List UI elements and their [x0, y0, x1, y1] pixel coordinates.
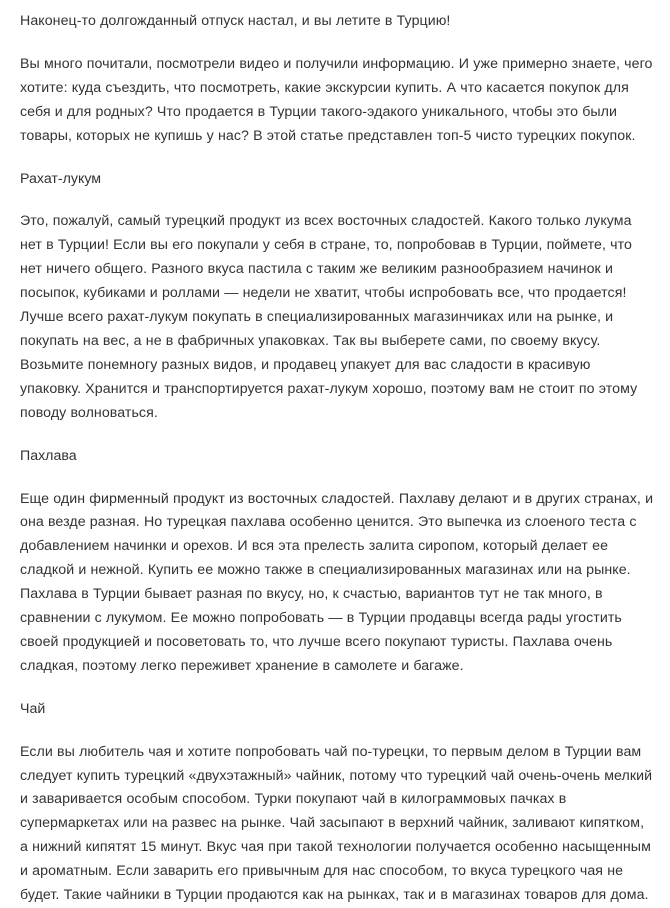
chai-paragraph: Если вы любитель чая и хотите попробовать чай по-турецки, то первым делом в Турции вам следует купить турецкий «двухэтажный» чайник, потому что турецкий чай очень-очень мелкий и заваривается особым способом. Турки покупают чай в килограммовых пачках в супермаркетах или на развес на рынке. Чай засыпают в верхний чайник, заливают кипятком, а нижний кипятят 15 минут. Вкус чая при такой технологии получается особенно насыщенным и ароматным. Если заварить его привычным для нас способом, то вкуса турецкого чая не будет. Такие чайники в Турции продаются как на рынках, так и в магазинах товаров для дома. — [20, 743, 653, 904]
section-heading-pahlava: Пахлава — [20, 447, 77, 464]
section-heading-chai: Чай — [20, 700, 46, 717]
pahlava-paragraph: Еще один фирменный продукт из восточных сладостей. Пахлаву делают и в других странах, и она везде разная. Но турецкая пахлава особенно ценится. Это выпечка из слоеного теста с добавлением начинки и орехов. И вся эта прелесть залита сиропом, который делает ее сладкой и нежной. Купить ее можно также в специализированных магазинах или на рынке. Пахлава в Турции бывает разная по вкусу, но, к счастью, вариантов тут не так много, в сравнении с лукумом. Ее можно попробовать — в Турции продавцы всегда рады угостить своей продукцией и посоветовать то, что лучше всего покупают туристы. Пахлава очень сладкая, поэтому легко переживет хранение в самолете и багаже. — [20, 490, 654, 674]
intro-paragraph: Наконец-то долгожданный отпуск настал, и вы летите в Турцию! — [20, 13, 451, 29]
lead-paragraph: Вы много почитали, посмотрели видео и получили информацию. И уже примерно знаете, чего хотите: куда съездить, что посмотреть, какие экскурсии купить. А что касается покупок для себя и для родных? Что продается в Турции такого-эдакого уникального, чтобы это были товары, которых не купишь у нас? В этой статье представлен топ-5 чисто турецких покупок. — [20, 55, 653, 144]
rahat-lukum-paragraph: Это, пожалуй, самый турецкий продукт из всех восточных сладостей. Какого только лукума нет в Турции! Если вы его покупали у себя в стране, то, попробовав в Турции, поймете, что нет ничего общего. Разного вкуса пастила с таким же великим разнообразием начинок и посыпок, кубиками и роллами — недели не хватит, чтобы испробовать все, что продается! Лучше всего рахат-лукум покупать в специализированных магазинчиках или на рынке, и покупать на вес, а не в фабричных упаковках. Так вы выберете сами, по своему вкусу. Возьмите понемногу разных видов, и продавец упакует для вас сладости в красивую упаковку. Хранится и транспортируется рахат-лукум хорошо, поэтому вам не стоит по этому поводу волноваться. — [20, 213, 638, 421]
section-heading-rahat-lukum: Рахат-лукум — [20, 170, 102, 187]
